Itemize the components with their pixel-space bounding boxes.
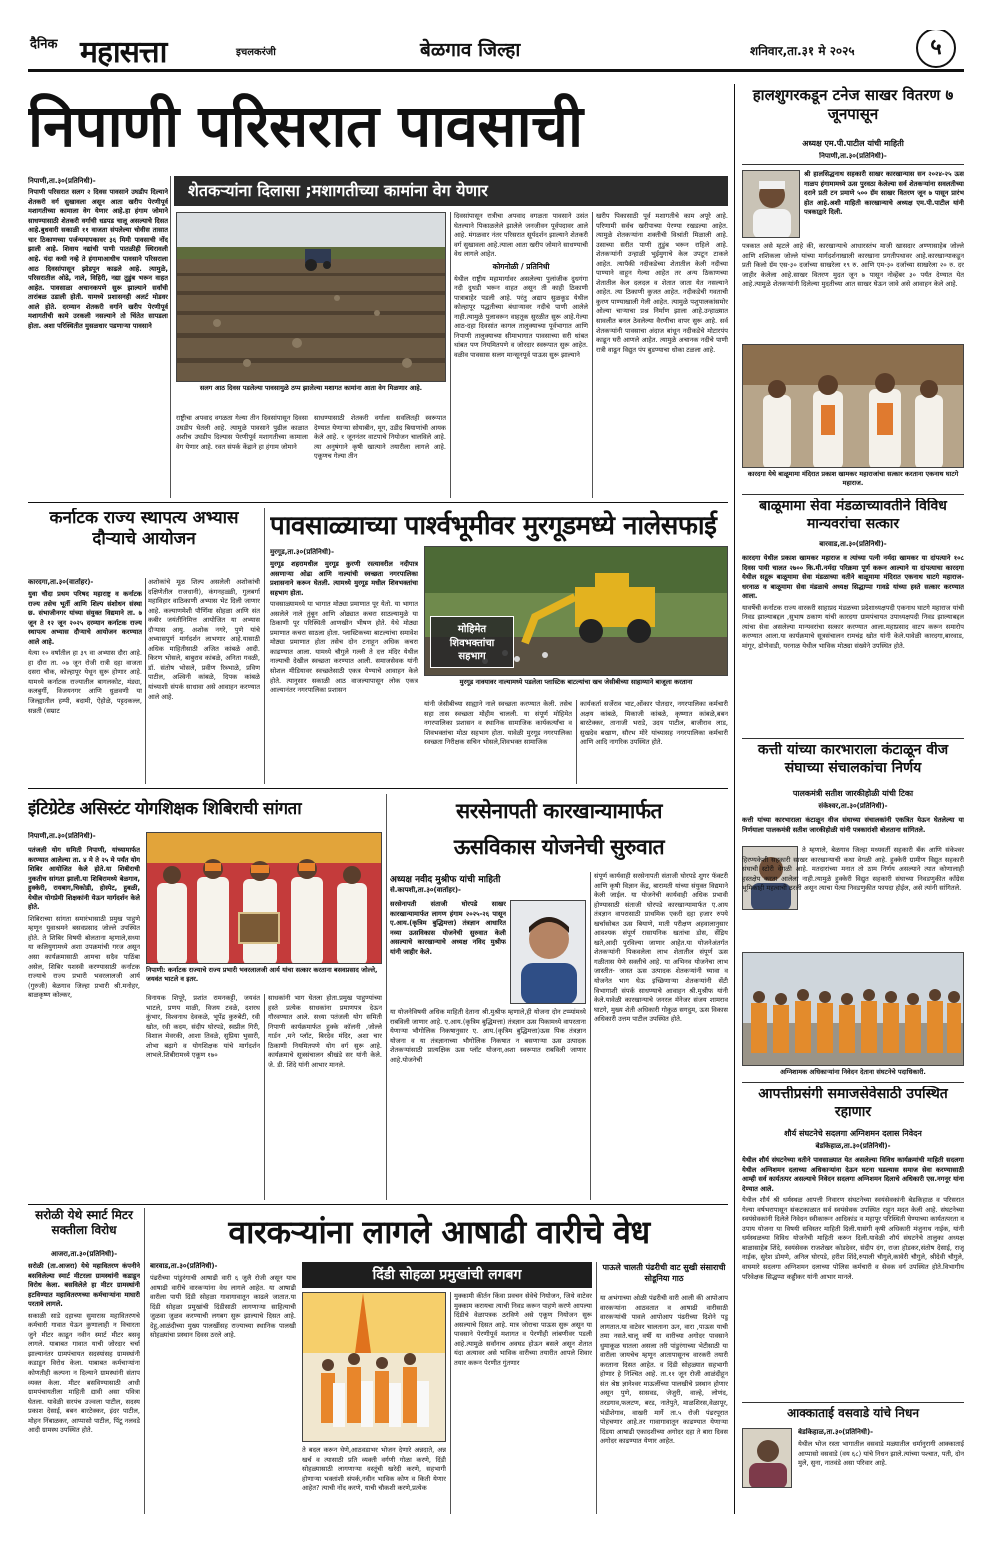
lead-column-5	[596, 212, 728, 498]
portrait-image	[511, 901, 586, 1004]
wari-subhead-banner	[302, 1262, 592, 1288]
yoga-photo-caption: निपाणी: कर्नाटक राज्याचे राज्य प्रभारी भवरलालजी आर्य यांचा सत्कार करताना बसवप्रसाद जोल्ले, जयवंत भाटले व इतर.	[146, 966, 378, 983]
murgud-column-1	[270, 560, 418, 784]
section-rule	[28, 502, 728, 503]
lead-kognoli-dateline: कोगनोळी / प्रतिनिधी	[492, 261, 550, 271]
murgud-text-3: कार्यकर्ता सर्जेराव भाट,ओंकार पोतदार, नगरपालिका कर्मचारी अक्षय कांबळे, मिकाजी कांबळे, कृष्णात कांबळे,बबन बारटेक्कर, तानाजी भराडे, उदय पाटील, बाजीराव लाड, सुखदेव बखाण, सौरभ मोरे यांच्यासह नगरपालिका कर्मचारी आणि आदि नागरिक उपस्थित होते.	[580, 700, 728, 747]
balumama-photo-caption: कारदगा येथे बाळूमामा मंदिरात प्रकाश खामकर महाराजांचा सत्कार करताना एकनाथ घाटगे महाराज.	[747, 470, 959, 487]
lead-column-4	[454, 212, 588, 498]
portrait-image	[743, 171, 800, 238]
murgud-photo-label: मोहिमेत शिवभक्तांचा सहभाग	[449, 624, 495, 662]
yoga-felicitation-image	[147, 833, 382, 964]
obituary-headline: आक्काताई वसवाडे यांचे निधन	[787, 1406, 919, 1420]
masthead	[28, 30, 964, 72]
balumama-body	[742, 554, 964, 736]
masthead-name: महासत्ता	[80, 35, 167, 70]
section-rule	[742, 1082, 964, 1083]
shaurya-body	[742, 1156, 964, 1398]
wari-headline: वारकऱ्यांना लागले आषाढी वारीचे वेध	[228, 1213, 650, 1251]
wari-side-headline: पाऊले चालती पंढरीची वाट सुखी संसाराची सोडूनिया गाठ	[602, 1263, 726, 1284]
katti-body	[742, 846, 964, 946]
wari-text-3: मुक्कामी कीर्तन किंवा प्रवचन सेवेचे नियोजन, जिथे वाटेवर मुक्काम करायचा त्याची निवड करून पाहणे करणे आपल्या दिंडीचे वेळापत्रक ठरविणे असे एकूण नियोजन सुरू असल्याचे दिसत आहे. मात्र जोराचा पाऊस सुरू असून या पावसाने पेरणीपूर्व मशागत व पेरणीही लांबणीवर पडली आहे.त्यामुळे सर्वांनाच अवघड होऊन बसले असून शेतात यंदा अत्यावर असे भाविक वारीच्या तयारीत आपले शिवार तयार करून पेरणीत गुंतणार	[454, 1292, 592, 1367]
shaurya-photo-caption: अग्निशामक अधिकाऱ्यांना निवेदन देताना संघटनेचे पदाधिकारी.	[780, 1068, 926, 1076]
wari-column-3	[454, 1292, 592, 1514]
murgud-text-1: पावसाळ्यामध्ये या भागात मोठ्या प्रमाणात पूर येतो. या भागात असलेले नाले तुंबून आणि ओढ्यात कचरा साठल्यामुळे या ठिकाणी पूर परिस्थिती आणखीन भीषण होते. येथे मोठ्या प्रमाणात कचरा साठला होता. प्लास्टिकच्या बाटल्यांचा समावेश मोठ्या प्रमाणात होता तसेच दोन टनाहून अधिक कचरा काढण्यात आला. यामध्ये चौगुले गल्ली ते दत्त मंदिर येथील नाल्याची देखील स्वच्छता करण्यात आली. समाजसेवक यांनी सोशल मीडियावर स्वच्छतेसाठी एकत्र येण्याचे आवाहन केले होते. त्यानुसार सकाळी आठ वाजल्यापासून लोक एकत्र आल्यानंतर नगरपालिका प्रशासन	[270, 600, 418, 695]
section-rule	[28, 1204, 728, 1205]
wari-dateline: बारवाड,ता.३०(प्रतिनिधी)-	[150, 1262, 218, 1270]
lead-column-1	[28, 176, 168, 498]
shaurya-body-text: येथील शौर्य श्री धर्मस्थळ आपत्ती निवारण संघटनेच्या स्वयंसेवकांनी बेडकिहाळ व परिसरात गेल्या वर्षभरापासून संकटकाळात सर्व स्वयंसेवक उपस्थित राहून मदत केली आहे. संघटनेच्या स्वयंसेवकांनी दिलेले निवेदन स्वीकारून आदिकांड व महापूर परिस्थिती घेण्याच्या कार्यतत्परता व उपाय योजना या विषयी सविस्तर माहिती दिली.यासंगी कृषी अधिकारी मंजुनाथ नाईक, यांनी धर्मस्थळच्या विविध योजनेची माहिती करून दिली.यावेळी शौर्य संघटनेचे तालुका अध्यक्ष बाळासाहेब शिंदे, स्वयंसेवक राजशेखर कोडदेवर, संदीप दंग, राजा होडकर,संतोष देसाई, राजू नाईक, सुरेश डोमणे, अनिल घोरपडे, हरीश शिंदे,रुपाली चौगुले,कावेरी चौगुले, श्रीदेवी चौगुले, वाघमारे सदलगा अग्निशमन दलाच्या पोलिस कर्मचारी व सेवक वर्ग उपस्थित होते.विभागीय परिवेक्षक सिद्धप्पा कड्डीकर यांनी आभार मानले.	[742, 1196, 964, 1281]
balumama-photo	[742, 344, 964, 468]
lead-text-1: निपाणी परिसरात सलग २ दिवस पावसाने उघडीप दिल्याने शेतकरी वर्ग सुखावला असून आता खरीप पेरणीपूर्व मशागतीच्या कामाला वेग येणार आहे.हा हंगाम जोमाने साधण्यासाठी शेतकरी वर्गाची धडपड चालू असल्याचे दिसत आहे.बुधवारी सकाळी ११ वाजता संपलेल्या चोवीस तासात चार ठिकाणच्या पर्जन्यमापकावर ३६ मिमी पावसाची नोंद झाली आहे. शिवाय नद्यांची पाणी पातळीही स्थिरावली आहे. यंदा कधी नव्हे ते हंगामाआधीच पावसाने परिसराला आठ दिवसांपासून झोडपून काढले आहे. त्यामुळे, परिसरातील ओढे, नाले, विहिरी, नद्या तुडुंब भरून वाहत आहेत. पावसाळा अचानकपणे सुरू झाल्याने सर्वांची तारांबळ उडाली होती. यामध्ये प्रशासनही अलर्ट मोडवर आले होते. दरम्यान शेतकरी वर्गाने खरीप पेरणीपूर्व मशागतीची कामे उरकली नसल्याने तो चिंतेत सापडला होता. अशा परिस्थितीत मुसळधार पडणाऱ्या पावसाने	[28, 188, 168, 330]
murgud-photo-label-box	[430, 616, 514, 668]
karnataka-column-1	[28, 590, 142, 784]
yoga-photo	[146, 832, 382, 964]
column-rule	[592, 212, 593, 498]
lead-subhead: शेतकऱ्यांना दिलासा ;मशागतीच्या कामांना वेग येणार	[188, 181, 488, 200]
column-rule	[386, 794, 387, 1200]
masthead-city: इचलकरंजी	[236, 47, 276, 58]
column-rule	[145, 578, 146, 784]
sarsenapati-chairman-photo	[510, 900, 586, 1004]
yoga-column-3	[268, 994, 382, 1200]
wari-photo	[302, 1292, 446, 1442]
section-rule	[742, 494, 964, 495]
balumama-body-text: यावर्षेची कर्नाटक राज्य वारकरी साहाप्रद मंडळच्या प्रदेशाध्यक्षपदी एकनाथ घाटगे महाराज यांची निवड झाल्याबद्दल ,सुभाष ठकाण यांची कारदगा ग्रामपंचायत उपाध्यक्षपदी निवड झाल्याबद्दल त्यांचा सेवा असलेल्या मान्यवरांचा सत्कार करण्यात आला.महाप्रसाद वाटप करून समारोप करण्यात आला.या कार्यक्रमाचे सूत्रसंचालन रामचंद्र खोत यांनी केले.यावेळी कारदगा,बारवाड, मांगूर, ढोणेवाडी, यरनाळ येथील भाविक मोठ्या संख्येने उपस्थित होते.	[742, 603, 964, 650]
column-rule	[590, 872, 591, 1200]
sugar-dateline: निपाणी,ता.३०(प्रतिनिधी)-	[819, 152, 887, 160]
lead-headline: निपाणी परिसरात पावसाची	[28, 92, 583, 160]
sugar-body-text: पत्रकात असे म्हटले आहे की, कारखान्याचे आधारस्तंभ माजी खासदार अण्णासाहेब जोल्ले आणि शशिकला जोल्ले यांच्या मार्गदर्शनाखाली कारखाना प्रगतीपथावर आहे.कारखान्याकडून प्रती किलो ग्रॅम एस-३० दर्जाच्या साखरेला १९ रु. आणि एम-३० दर्जाच्या साखरेला २० रु. दर जाहीर केलेला आहे.साखर वितरण मुदत जून ७ पासून नोव्हेंबर ३० पर्यंत देण्यात येत आहे.त्यामुळे शेतकऱ्यांनी दिलेल्या मुदतीच्या आत साखर घेऊन जावे असे आवाहन केले आहे.	[742, 242, 964, 289]
column-rule	[596, 1262, 597, 1514]
katti-dateline: संकेश्वर,ता.३०(प्रतिनिधी)-	[818, 802, 888, 810]
sarsenapati-headline-2: ऊसविकास योजनेची सुरुवात	[453, 835, 665, 859]
saroli-dateline: आजरा,ता.३०(प्रतिनिधी)-	[50, 1250, 118, 1258]
lead-photo-field	[176, 212, 446, 382]
yoga-headline: इंटिग्रेटेड असिस्टंट योगशिक्षक शिबिराची सांगता	[28, 799, 302, 819]
karnataka-dateline: कारदगा,ता.३०(वार्ताहर)-	[28, 578, 94, 586]
saroli-lead-text: सरोळी (ता.आजरा) येथे महावितरण कंपनीने बसविलेल्या स्मार्ट मीटरला ग्रामस्थांनी कडाडून विरोध केला. बसविलेले हा मीटर ग्रामस्थांनी हटविण्यात महावितरणच्या कर्मचाऱ्यांना माघारी परतावे लागले.	[28, 1262, 140, 1309]
lead-dateline: निपाणी,ता.३०(प्रतिनिधी)-	[28, 177, 96, 185]
murgud-text-2: यांनी जेसीबीच्या साह्याने नाले स्वच्छता करण्यात केली. तसेच सहा तास स्वच्छता मोहीम चालली. या संपूर्ण मोहिमेत नगरपालिका प्रशासन व स्थानिक सामाजिक कार्यकर्त्यांचा व शिवभक्तांचा मोठा सहभाग होता. यावेळी मुरगूड नगरपालिका स्वच्छता निरीक्षक सचिन भोसले,शिवभक्त सामाजिक	[424, 700, 572, 747]
sugar-headline: हालशुगरकडून टनेज साखर वितरण ७ जूनपासून	[752, 86, 954, 123]
portrait-image	[743, 1429, 792, 1488]
column-rule	[170, 176, 171, 498]
shaurya-dateline: बेडकिहाळ,ता.३०(प्रतिनिधी)-	[815, 1142, 891, 1150]
saroli-headline: सरोळी येथे स्मार्ट मिटर सक्तीला विरोध	[35, 1208, 133, 1237]
katti-body-text: ते म्हणाले, बेळगाव जिल्हा मध्यवर्ती सहकारी बँक आणि संकेश्वर हिरण्यकेशी सहकारी साखर कारखान्याची कथा वेगळी आहे. हुक्केरी ग्रामीण विद्युत सहकारी संघाची स्टोरी वेगळी आहे. मतदारांच्या मनात तो ठाम निर्णय असल्याने त्यात कोणालाही हस्तक्षेप करता आलेला नाही.त्यामुळे हुक्केरी विद्युत सहकारी संघाच्या निवडणुकीत काँग्रेस भूमिकाही महत्वाची ठरली असून त्याचा येत्या निवडणुकीत फायदा होईल, असे त्यांनी सांगितले.	[742, 846, 964, 893]
yoga-lead-text: पतंजली योग समिती निपाणी, यांच्यामार्फत करण्यात आलेल्या ता. ४ मे ते २५ मे पर्यंत योग शिबिर आयोजित केले होते.या शिबीराची नुकतीच सांगता झाली.या शिबिरामध्ये बेळगाव, हुक्केरी, रायबाग,चिकोडी, होस्पेट, हुबळी, येथील योगप्रेमी शिक्षकांनी येऊन मार्गदर्शन केले होते.	[28, 846, 140, 912]
lead-text-3: साधण्यासाठी शेतकरी वर्गाला सवलितही स्वरूपात देण्यात येणाऱ्या सोयाबीन, मूग, उडीद बियाणांची आयक केले आहे. १ जूननंतर वाटपाचे नियोजन चालविले आहे. त्या अनुषंगाने कृषी खात्याने तयारीला लागले आहे. एकूणच गेल्या तीन	[314, 414, 446, 461]
katti-lead-text: कत्ती यांच्या कारभाराला कंटाळून वीज संघाच्या संचालकांनी एकत्रित येऊन घेतलेल्या या निर्णयाला पालकमंत्री सतीश जारकीहोळी यांनी पत्रकारांशी बोलताना सांगितले.	[742, 816, 964, 834]
column-rule	[576, 700, 577, 784]
sugar-chairman-photo	[742, 170, 800, 238]
sugar-lead-text: श्री हालसिद्धनाथ सहकारी साखर कारखान्यास सन २०२४-२५ ऊस गाळप हंगामामध्ये ऊस पुरवठा केलेल्या सर्व शेतकऱ्यांना सवलतीच्या दराने प्रती टन प्रमाणे ५०० ग्रॅम साखर वितरण जून ७ पासून प्रारंभ होत आहे.अशी माहिती कारखान्याचे अध्यक्ष एम.पी.पाटील यांनी पत्रकाद्वारे दिली.	[804, 170, 964, 217]
saroli-body	[28, 1262, 140, 1514]
obituary-photo	[742, 1428, 792, 1488]
column-rule	[450, 1292, 451, 1514]
karnataka-text-1: येत्या १० वर्षांतील हा ३९ वा अभ्यास दौरा आहे. हा दौरा ता. ०७ जून रोजी रात्री दहा वाजता दसरा चौक, कोल्हापूर येथून सुरू होणार आहे. यामध्ये कर्नाटक राज्यातील बागलकोट, मंड्या, कलबुर्गी, विजयनगर आणि धुळवणी या जिल्ह्यातील हम्पी, बदामी, ऐहोळे, पट्टदकल्ल, सन्नती (सम्राट	[28, 649, 142, 715]
karnataka-headline: कर्नाटक राज्य स्थापत्य अभ्यास दौऱ्याचे आयोजन	[49, 508, 239, 550]
obituary-dateline: बेडकिहाळ,ता.३०(प्रतिनिधी)-	[798, 1428, 874, 1436]
shaurya-lead-text: येथील शौर्य संघटनेच्या वतीने पावसाळ्यात येत असलेल्या विविध कार्यक्रमांची माहिती सदलगा येथील अग्निशमन दलाच्या अधिकाऱ्यांना देऊन घटना घडल्यास समाज सेवा करण्यासाठी आम्ही सर्व कार्यतत्पर असल्याचे निवेदन सदलगा अग्निशमन दिलाचे अधिकारी एस.नगनूर यांना देण्यात आले.	[742, 1156, 964, 1193]
yoga-column-1	[28, 846, 140, 1200]
lead-text-5: खरीप पिकासाठी पूर्व मशागतीचे काम अपूरे आहे. परिणामी सर्वच खरीपाच्या पेरण्या रखडल्या आहेत. त्यामुळे शेतकऱ्यांना शक्तीची विश्रांती मिळाली आहे. उसाच्या सरीत पाणी तुडुंब भरून राहिले आहे. शेतकऱ्यांनी उन्हाळी भुईमुगाचे केल उपटून टाकले आहेत. त्यापैकी नदीकडेच्या शेतातील केली नदीच्या पाण्याने वाहून गेल्या आहेत तर अन्य ठिकाणच्या शेतातील केल दलदल व शेतात जाता येत नसल्याने आहेत. त्या ठिकाणी कुजत आहेत. नदीकडेची गवताची कुरण पाण्याखाली गेली आहेत. त्यामुळे पशुपालकांसमोर ओल्या चाऱ्याचा प्रश्न निर्माण झाला आहे.उन्हाळ्यात सावलीत बनल ठेवलेल्या वैरणीचा वापर सुरू आहे. सर्व शेतकऱ्यांनी पावसाचा अंदाज बांधून नदीकडेचे मोटारपंप काढून घरी आणले आहेत. त्यामुळे अचानक नदीचे पाणी रात्री वाढून विद्युत पंप बुडण्याचा धोका टळला आहे.	[596, 212, 728, 354]
balumama-dateline: बारवाड,ता.३०(प्रतिनिधी)-	[819, 540, 887, 548]
right-column-rule	[734, 84, 735, 1514]
karnataka-lead-text: युवा चौदा प्रथम परिषद महाराष्ट्र व कर्नाटक राज्य तसेच भूर्ती आणि शिल्प संशोधन संस्था छ. संभाजीनगर यांच्या संयुक्त विद्यमाने ता. ७ जून ते १२ जून २०२५ दरम्यान कर्नाटक राज्य स्थापत्य अभ्यास दौऱ्याचे आयोजन करण्यात आले आहे.	[28, 590, 142, 646]
murgud-photo-caption: मुरगूड नावयावर नाल्यामध्ये पडलेला प्लास्टिक बाटल्यांचा खच जेसीबीच्या साहाय्याने बाजूला करताना	[459, 678, 693, 686]
wari-text-4: या अभंगाच्या ओळी पंढरीची वारी आली की आपोआप वारकऱ्यांना आठवतात व आषाढी वारीसाठी वारकऱ्यांची पावले आपोआप पंढरीच्या दिशेने पडू लागतात.या वाटेवर चालताना ऊन, वारा ,पाऊस याची तमा नसते.चालू वर्षी या वारीच्या अगोदर पावसाने धुमाकूळ घातला असला तरी पांडुरंगाच्या भेटीसाठी या वारीला जायचेच म्हणून आतापासूनच वारकरी तयारी करताना दिसत आहेत. व दिंडी सोहळ्यात सहभागी होणार हे निश्चित आहे. ता.११ जून रोजी आळंदीहून संत श्रेष्ठ ज्ञानेश्वर माऊलींच्या पालखीचे प्रस्थान होणार असून पुणे, सासवड, जेजुरी, वाल्हे, लोणंद, तरडगाव,फलटण, बरड, नातेपुते, माळशिरस,वेळापूर, भंडीशेगाव, वाखरी मार्गे ता.५ रोजी पंढरपूरात पोहचणार आहे.तर गावागावातून काढण्यात येणाऱ्या दिंडया आषाढी एकादशीच्या अगोदर दहा ते बारा दिवस अगोदर काढण्यात येणार आहेत.	[600, 1294, 728, 1446]
section-rule	[742, 164, 964, 165]
lead-text-2: राष्ट्रीचा अपवाद वगळता गेल्या तीन दिवसांपासून दिवसा उघडीप घेतली आहे. त्यामुळे पावसाने पुढील काळात अशीच उघडीप दिल्यास पेरणीपूर्व मशागतीच्या कामाला वेग येणार आहे. रवत संपर्क केंद्राने हा हंगाम जोमाने	[176, 414, 308, 451]
saroli-body-text: सकाळी साडे दहाच्या सुमारास महावितरणचे कर्मचारी गावात येऊन कुणालाही न विचारता जुने मीटर काढून नवीन स्मार्ट मीटर बसवू लागले. याबाबत गावात याची जोरदार चर्चा झाल्यानंतर ग्रामपंचायत सदस्यांसह ग्रामस्थांनी कडाडून विरोध केला. याबाबत कर्मचाऱ्यांना कोणतीही कल्पना न दिल्याने ग्रामस्थांनी संताप व्यक्त केला. मीटर बसविण्यासाठी आधी ग्रामपंचायतीला माहिती द्यावी असा पवित्रा घेतला. यावेळी सरपंच उज्वला पाटील, सदस्य प्रकाश देसाई, बबन बारटेक्कर, इंदर पाटील, मोहन निंबाळकर, आप्पासो पाटील, पिंटू नलवडे आदी ग्रामस्थ उपस्थित होते.	[28, 1311, 140, 1435]
page-number: ५	[916, 30, 956, 68]
yoga-dateline: निपाणी,ता.३०(प्रतिनिधी)-	[28, 832, 96, 840]
column-rule	[144, 1208, 145, 1514]
masthead-date: शनिवार,ता.३१ मे २०२५	[750, 44, 855, 58]
shaurya-photo	[742, 952, 964, 1066]
sugar-lead	[804, 170, 964, 240]
murgud-column-2	[424, 700, 572, 784]
yoga-text-2: विनायक शिपूरे, प्रशांत रामनकट्टी, जयवंत भाटले, प्रणय माळी, विजय टवळे, दशरथ कुंभार, विश्वनाथ देवकळे, भूपेंद्र कुरुबेटी, रवी खोत, रवी कदम, संदीप घोरपडे, स्वप्नील गिरी, विशाल मेवरकी, आशा तिवळे, सुप्रिया भुसारी, शोभा बढ़ागे व योगशिक्षक यांचे मार्गदर्शन लाभले.शिबीरामध्ये एकूण १७०	[146, 994, 260, 1060]
sarsenapati-text-1: या योजनेविषयी अधिक माहिती देताना श्री.मुश्रीफ म्हणाले,ही योजना दोन टप्प्यांमध्ये राबविली जाणार आहे. ए.आय.(कृत्रिम बुद्धिमत्ता) तंत्रज्ञान ऊस पिकामध्ये वापरताना येणाऱ्या भौगोलिक निकषानुसार ए. आय.(कृत्रिम बुद्धिमत्ता)ऊस पिक तंत्रज्ञान योजना व या तंत्रज्ञानाच्या भौगोलिक निकषात न बसणाऱ्या ऊस उत्पादक शेतकऱ्यांसाठी प्रात्यक्षिक ऊस प्लॉट योजना,अशा स्वरूपात राबविली जाणार आहे.योजनेची	[390, 1008, 586, 1064]
lead-text-4b: येथील राष्ट्रीय महामार्गावर असलेल्या पुलांजीक दुधगंगा नदी दुथडी भरून वाहत असून ती काही ठिकाणी पात्राबाहेर पडली आहे. परंतु अद्याप सुळकूड येथील कोल्हापूर पद्धतीच्या बंधाऱ्यावर नदीचे पाणी आलेले नाही.त्यामुळे पुलावरून वाहतूक सुरळीत सुरू आहे.गेल्या आठ-दहा दिवसांत कागल तालुक्याच्या पूर्वभागात आणि निपाणी तालुक्याच्या सीमाभागात पावसाच्या सरी थांबत थांबत पण नियमितपणे व जोरदार स्वरूपात सुरू आहेत. वळीव पावसास सलग मान्सूनपूर्व पाऊस सुरू झाल्याने	[454, 274, 588, 359]
section-rule	[742, 738, 964, 739]
katti-subhead: पालकमंत्री सतीश जारकीहोळी यांची टिका	[792, 789, 914, 798]
wari-column-2	[302, 1446, 446, 1514]
masthead-prefix: दैनिक	[30, 37, 58, 52]
obituary-body-text: येथील भोज रस्ता भागातील वसवाडे मळ्यातील धर्मानुरागी आक्काताई आप्पासो वसवाडे (वय ६८) यांचे निधन झाले.त्यांच्या पश्चात, पती, दोन मुले, सुना, नातवंडे असा परिवार आहे.	[798, 1440, 964, 1468]
section-rule	[742, 1402, 964, 1403]
column-rule	[264, 994, 265, 1200]
felicitation-photo-image	[743, 345, 964, 468]
wari-procession-image	[303, 1293, 446, 1442]
murgud-lead-text: मुरगूड शहरामधील मुरगूड कुरणी रस्त्यावरील नदीपात्र असणाऱ्या ओढा आणि नाल्यांची स्वच्छता नगरपालिका प्रशासनाने करून घेतली. त्यामध्ये मुरगूड मधील शिवभक्तांचा सहभाग होता.	[270, 560, 418, 597]
sarsenapati-subhead: अध्यक्ष नवीद मुश्रीफ यांची माहिती	[390, 875, 501, 885]
murgud-column-3	[580, 700, 728, 784]
sarsenapati-headline-1: सरसेनापती कारखान्यामार्फत	[456, 799, 662, 823]
obituary-body	[798, 1440, 964, 1490]
sugar-subhead: अध्यक्ष एम.पी.पाटील यांची माहिती	[802, 139, 904, 148]
katti-lead	[742, 816, 964, 844]
balumama-lead-text: कारदगा येथील प्रकाश खामकर महाराज व त्यांच्या पत्नी नर्मदा खामकर या दांपत्याने १०८ दिवस पायी चालत २७०० कि.मी.नर्मदा परिक्रमा पूर्ण करून आल्याने या दांपत्याचा कारदगा येथील सद्गुरू बाळूमामा सेवा मंडळाच्या वतीने बाळूमामा मंदिरात एकनाथ घाटगे महाराज-धरनाळ व बाळूमामा सेवा मंडळाचे अध्यक्ष सिद्धाप्पा गावडे यांच्या हस्ते सत्कार करण्यात आला.	[742, 554, 964, 601]
column-rule	[450, 212, 451, 498]
murgud-headline: पावसाळ्याच्या पार्श्वभूमीवर मुरगूडमध्ये नालेसफाई	[270, 511, 717, 541]
lead-column-2	[176, 414, 308, 498]
wari-text-1: पंढरीच्या पांडुरंगाची आषाढी वारी ६ जुलै रोजी असून याच आषाढी वारीचे वारकऱ्यांना वेध लागले आहेत. या आषाढी वारीला पायी दिंडी सोहळा गावागावातून काढले जातात.या दिंडी सोहळा प्रमुखांची दिंडीसाठी लागणाऱ्या साहित्याची जुळवा जुळव करण्याची लगबग सुरू झाल्याचे दिसत आहे. देहू,आळंदीच्या मुख्य पालखींसह राज्याच्या स्थानिक पालखी सोहळ्यांचा प्रस्थान दिवस ठरले आहे.	[150, 1274, 296, 1340]
section-rule	[28, 788, 728, 789]
katti-headline: कत्ती यांच्या कारभाराला कंटाळून वीज संघाच्या संचालकांचा निर्णय	[757, 742, 949, 776]
lead-subhead-banner	[174, 176, 728, 206]
wari-column-4	[600, 1294, 728, 1514]
wari-subhead: दिंडी सोहळा प्रमुखांची लगबग	[372, 1267, 522, 1283]
karnataka-text-2: अशोकांचे मूळ शिल्प असलेली अशोकांची दक्षिणेतील राजधानी), कंगनहळ्ळी, गुलबर्गा महाविहार वाठिकाणी अभ्यास भेट दिली जाणार आहे. कल्याणमेशी पौर्णिमा सोहळा आणि संत कबीर जयंतीनिमित्त आयोजित या अभ्यास दौऱ्यास आयु. अशोक नगरे, पुणे यांचे अभ्यासपूर्ण मार्गदर्शन लाभणार आहे.यासाठी अधिक माहितीसाठी अजित कांबळे आदी. किरण भोसले, बाबुराव कांबळे, अनिता गवळी, डॉ. संतोष भोसले, प्रवीण रिब्भाळे, प्रविण पाटील, अश्विनी कांबळे, दिपक कांबळे यांच्याशी संपर्क साधावा असे आवाहन करण्यात आले आहे.	[148, 578, 260, 701]
balumama-headline: बाळूमामा सेवा मंडळाच्यावतीने विविध मान्यवरांचा सत्कार	[759, 498, 947, 532]
shaurya-headline: आपत्तीप्रसंगी समाजसेवेसाठी उपस्थित रहाणार	[758, 1086, 948, 1120]
sarsenapati-lead	[390, 900, 506, 1006]
column-rule	[264, 508, 265, 784]
murgud-dateline: मुरगूड,ता.३०(प्रतिनिधी)-	[270, 548, 335, 556]
masthead-edition: बेळगाव जिल्हा	[420, 39, 521, 61]
karnataka-column-2	[148, 578, 260, 784]
wari-text-2: ते बदल करून घेणे,आठवडाभर भोजन देणारे अन्नदाते, अन्न खर्च व त्यासाठी प्रति व्यक्ती वर्गणी गोळा करणे, दिंडी सोहळ्यासाठी लागणाऱ्या वस्तूंची खरेदी करणे, सहभागी होणाऱ्या भक्तांशी संपर्क,नवीन भाविक कोण व किती येणार आहेत? त्याची नोंद करणे, याची चौकशी करणे,प्रत्येक	[302, 1446, 446, 1493]
sarsenapati-column-2	[594, 872, 728, 1200]
lead-photo-caption: सलग आठ दिवस पडलेल्या पावसामुळे ठप्प झालेल्या मशागत कामांना आता वेग मिळणार आहे.	[199, 384, 423, 392]
wari-column-1	[150, 1274, 296, 1514]
sarsenapati-lead-text: सरसेनापती संताजी घोरपडे साखर कारखान्यामार्फत लागण हंगाम २०२५-२६ पासून ए.आय.(कृत्रिम बुद्धिमत्ता) तंत्रज्ञान आधारित नव्या ऊसविकास योजनेची सुरुवात केली असल्याचे कारखान्याचे अध्यक्ष नविद मुश्रीफ यांनी जाहीर केले.	[390, 900, 506, 956]
lead-text-4: दिवसांपासून रात्रीचा अपवाद वगळता पावसाने उसंत घेतल्याने पिकाळलेले झालेले जनजीवन पूर्वपदावर आले आहे. मंगळवार नंतर परिसरात सूर्यदर्शन झाल्याने शेतकरी वर्ग सुखावला आहे.त्याला आता खरीप जोमाने साधण्याची वेध लागले आहेत.	[454, 212, 588, 259]
group-photo-image	[743, 953, 964, 1066]
sarsenapati-dateline: से.कापशी,ता.३०(वार्ताहर)-	[390, 886, 461, 894]
yoga-column-2	[146, 994, 260, 1200]
shaurya-subhead: शौर्य संघटनेचे सदलगा अग्निशमन दलास निवेदन	[784, 1129, 922, 1138]
sarsenapati-column-1	[390, 1008, 586, 1200]
sarsenapati-text-2: संपूर्ण कार्यवाही सरसेनापती संताजी घोरपडे शुगर फॅक्टरी आणि कृषी विज्ञान केंद्र, बारामती यांच्या संयुक्त विद्यमाने केली जाईल. या योजनेची कार्यवाही अधिक प्रभावी होण्यासाठी संताजी घोरपडे कारखान्यामार्फत ए.आय तंत्रज्ञान वापरासाठी प्राथमिक एकरी दहा हजार रुपये खर्चासोबत ऊस बियाणे, माती परीक्षण अहवालानुसार आवश्यक संपूर्ण रासायनिक खतांचा डोस, सेंद्रिय खते,आदी पुरविल्या जाणार आहेत.या योजनेअंतर्गत शेतकऱ्यांनी पिकवलेला लाभ शेतातील संपूर्ण ऊस गळीतास येणे सक्तीचे आहे. या अभिनव योजनेचा लाभ जास्तीत- जास्त ऊस उत्पादक शेतकऱ्यांनी घ्यावा व योजनेत भाग घेऊ इच्छिणाऱ्या शेतकऱ्यांनी सेंटी विभागाशी संपर्क साधण्याचे आवाहन श्री.मुश्रीफ यांनी केले.यावेळी कारखान्याचे जनरल मॅनेजर संजय शामराव घाटगे, मुख्य शेती अधिकारी गोकुळ सगदुम, ऊस विकास अधिकारी उत्तम पाटील उपस्थित होते.	[594, 872, 728, 1024]
lead-column-3	[314, 414, 446, 498]
yoga-text-1: शिबिराच्या सांगता समारंभासाठी प्रमुख पाहुणे म्हणून युवाश्रमने बसवप्रसाद जोल्ले उपस्थित होते. ते शिबिर विषयी बोलताना म्हणाले,सध्या या कलियुगामध्ये अशा उपक्रमांची गरज असून असा कार्यक्रमासाठी आमचा सदैव पाठिंबा असेल, शिबिर यशस्वी करण्यासाठी कर्नाटक राज्याचे राज्य प्रभारी भवरलालजी आर्य (गुरुजी) बेळगाव जिल्हा प्रभारी श्री.मनोहर, बाळकृष्ण कोल्कर,	[28, 914, 140, 1000]
sugar-body	[742, 242, 964, 338]
yoga-text-3: साधकांनी भाग घेतला होता.प्रमुख पाहुण्यांच्या हस्ते प्रत्येक साधकांना प्रमाणपत्र देऊन गौरवण्यात आले. सध्या पतंजली योग समिती निपाणी कार्यक्रमार्फत हुक्के कॉलनी ,जोल्ले गार्डन ,मने प्लॉट, बिरदेव मंदिर, अशा चार ठिकाणी नियमितपणे योग वर्ग सुरू आहे. कार्यक्रमाचे सूत्रसंचालन श्रीखंडे सर यांनी केले. जे. डी. शिंदे यांनी आभार मानले.	[268, 994, 382, 1069]
tractor-field-image	[177, 213, 446, 382]
